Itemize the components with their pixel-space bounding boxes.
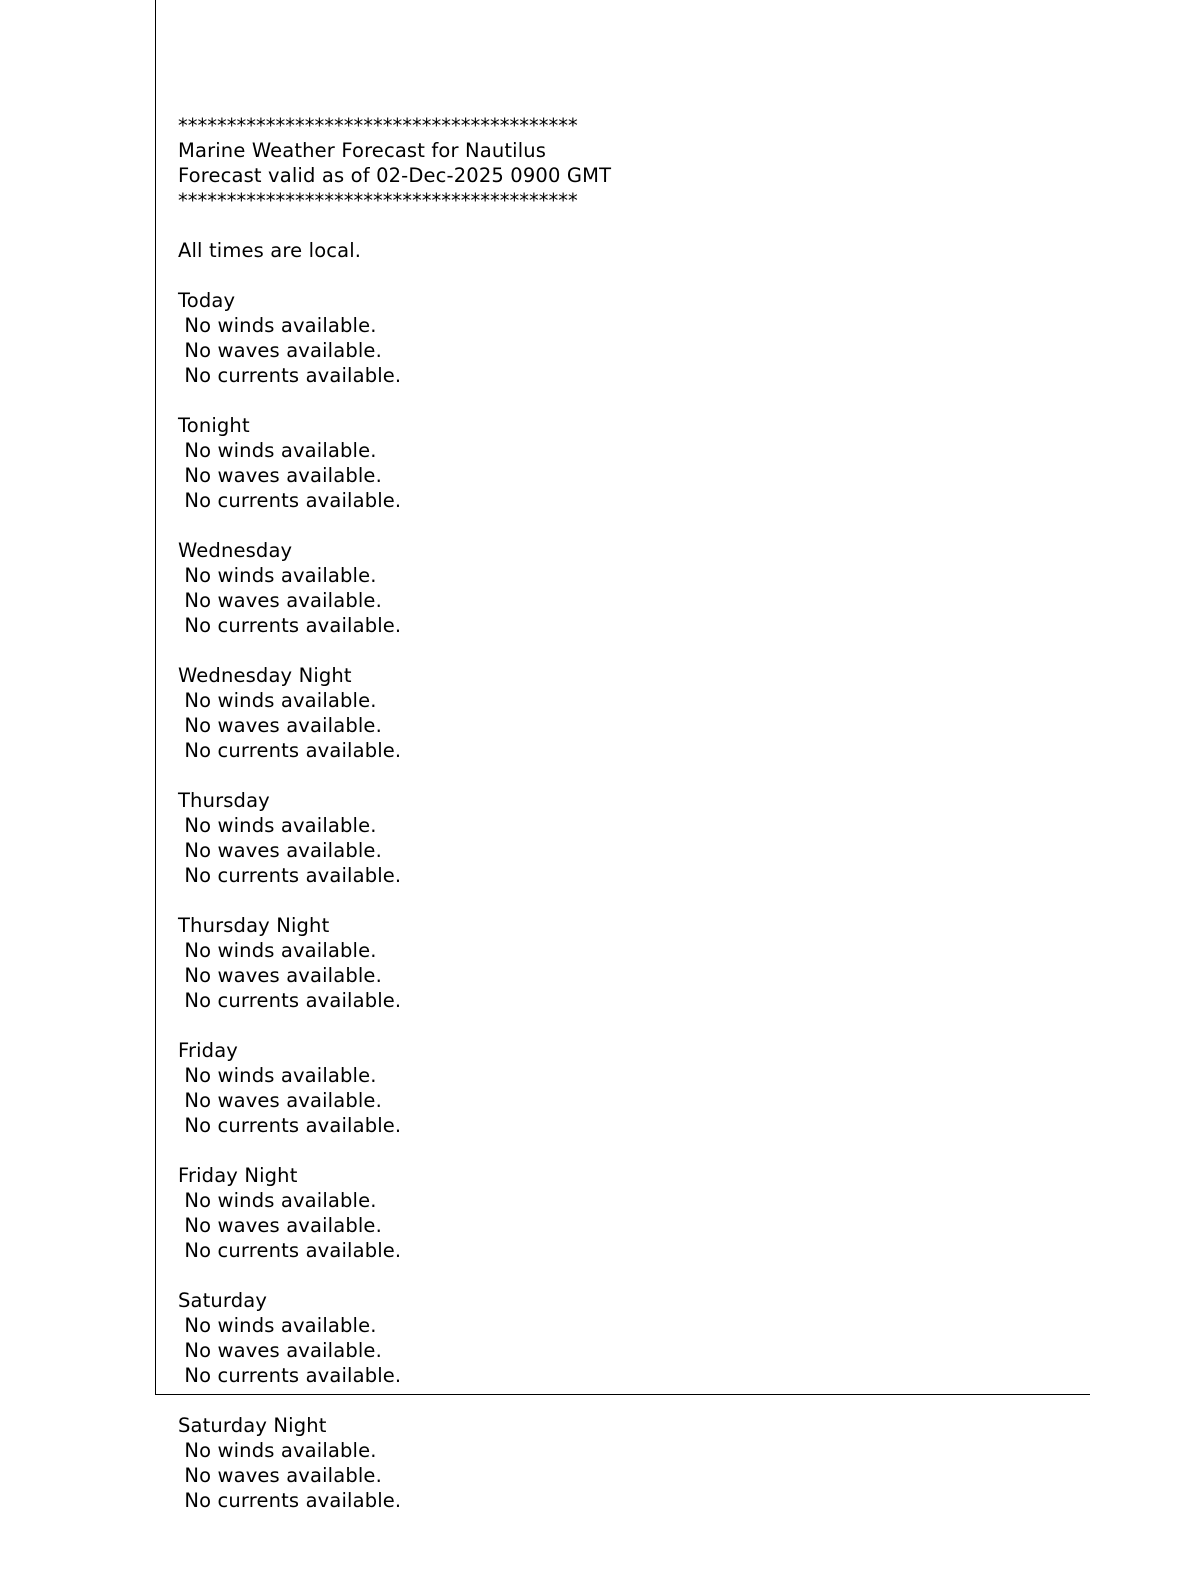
forecast-period-wednesday xyxy=(178,538,1078,638)
period-winds: No winds available. xyxy=(178,1189,377,1212)
period-currents: No currents available. xyxy=(178,489,402,512)
period-label: Saturday xyxy=(178,1289,268,1312)
period-winds: No winds available. xyxy=(178,564,377,587)
period-winds: No winds available. xyxy=(178,1314,377,1337)
forecast-period-thursday xyxy=(178,788,1078,888)
spacer xyxy=(178,763,1078,788)
forecast-title: Marine Weather Forecast for Nautilus xyxy=(178,139,547,162)
period-label: Friday Night xyxy=(178,1164,298,1187)
period-winds: No winds available. xyxy=(178,689,377,712)
period-currents: No currents available. xyxy=(178,1239,402,1262)
period-label: Friday xyxy=(178,1039,238,1062)
spacer xyxy=(178,1263,1078,1288)
period-waves: No waves available. xyxy=(178,1464,382,1487)
separator-line-top: ***************************************** xyxy=(178,114,578,137)
period-label: Thursday Night xyxy=(178,914,330,937)
period-waves: No waves available. xyxy=(178,589,382,612)
spacer xyxy=(178,388,1078,413)
forecast-period-thursday-night xyxy=(178,913,1078,1013)
period-waves: No waves available. xyxy=(178,964,382,987)
separator-line-bottom: ***************************************** xyxy=(178,189,578,212)
timezone-note: All times are local. xyxy=(178,239,362,262)
forecast-period-friday-night xyxy=(178,1163,1078,1263)
period-waves: No waves available. xyxy=(178,464,382,487)
period-label: Tonight xyxy=(178,414,250,437)
forecast-period-wednesday-night xyxy=(178,663,1078,763)
period-waves: No waves available. xyxy=(178,1339,382,1362)
spacer xyxy=(178,513,1078,538)
period-label: Wednesday Night xyxy=(178,664,352,687)
period-label: Today xyxy=(178,289,236,312)
forecast-document-next-page xyxy=(178,1413,1078,1513)
period-waves: No waves available. xyxy=(178,1089,382,1112)
forecast-period-saturday-night xyxy=(178,1413,1078,1513)
forecast-validity: Forecast valid as of 02-Dec-2025 0900 GMT xyxy=(178,164,612,187)
spacer xyxy=(178,213,1078,238)
forecast-document-body xyxy=(178,113,1078,1388)
period-currents: No currents available. xyxy=(178,1489,402,1512)
period-currents: No currents available. xyxy=(178,739,402,762)
period-currents: No currents available. xyxy=(178,1114,402,1137)
period-winds: No winds available. xyxy=(178,314,377,337)
period-winds: No winds available. xyxy=(178,1064,377,1087)
period-waves: No waves available. xyxy=(178,1214,382,1237)
forecast-period-saturday xyxy=(178,1288,1078,1388)
forecast-period-today xyxy=(178,288,1078,388)
period-waves: No waves available. xyxy=(178,339,382,362)
forecast-period-tonight xyxy=(178,413,1078,513)
period-winds: No winds available. xyxy=(178,939,377,962)
spacer xyxy=(178,1013,1078,1038)
spacer xyxy=(178,638,1078,663)
period-currents: No currents available. xyxy=(178,989,402,1012)
spacer xyxy=(178,263,1078,288)
period-winds: No winds available. xyxy=(178,814,377,837)
period-currents: No currents available. xyxy=(178,614,402,637)
forecast-period-friday xyxy=(178,1038,1078,1138)
period-currents: No currents available. xyxy=(178,864,402,887)
period-winds: No winds available. xyxy=(178,439,377,462)
period-waves: No waves available. xyxy=(178,714,382,737)
period-currents: No currents available. xyxy=(178,1364,402,1387)
spacer xyxy=(178,1138,1078,1163)
spacer xyxy=(178,888,1078,913)
period-label: Saturday Night xyxy=(178,1414,327,1437)
period-waves: No waves available. xyxy=(178,839,382,862)
period-currents: No currents available. xyxy=(178,364,402,387)
period-label: Wednesday xyxy=(178,539,293,562)
period-label: Thursday xyxy=(178,789,270,812)
period-winds: No winds available. xyxy=(178,1439,377,1462)
